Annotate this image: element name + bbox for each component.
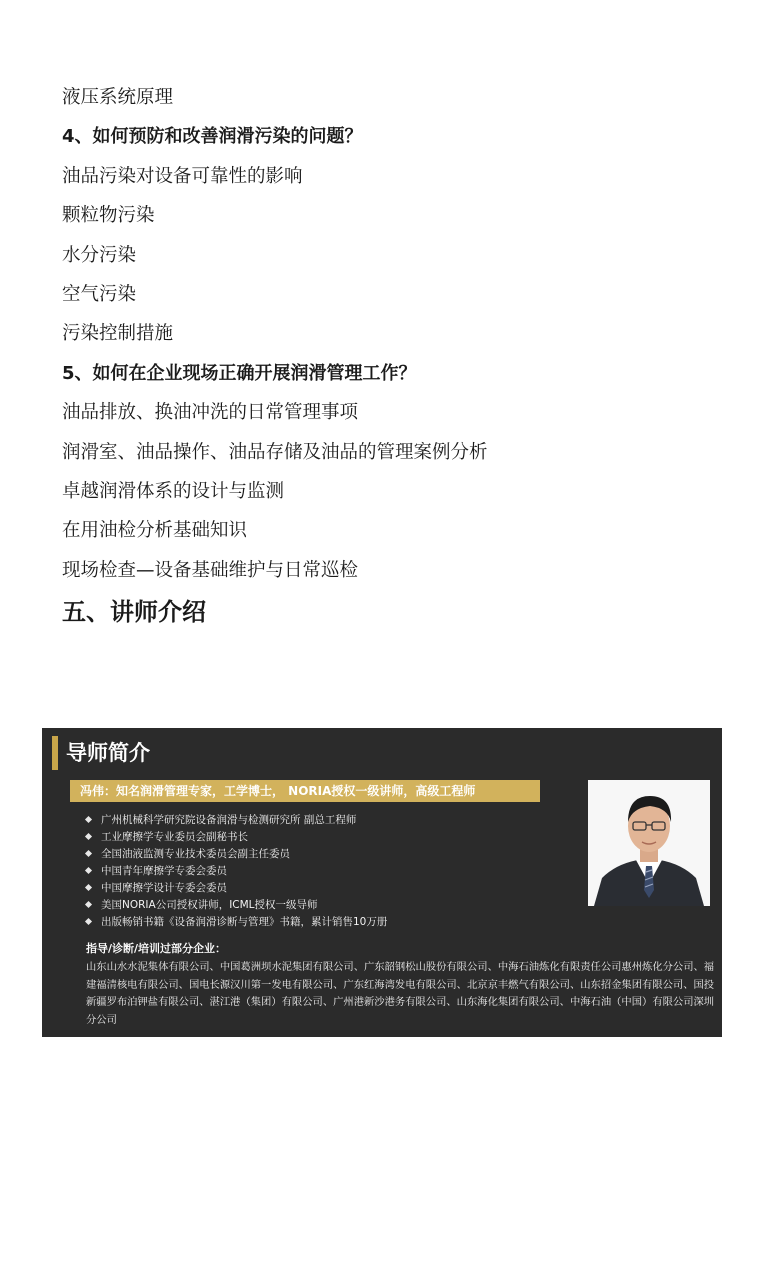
text-line: 污染控制措施 (62, 323, 174, 345)
text-line: 水分污染 (62, 244, 137, 266)
diamond-bullet-icon (85, 900, 92, 907)
text-line: 现场检查—设备基础维护与日常巡检 (62, 559, 359, 581)
credential-item: 工业摩擦学专业委员会副秘书长 (86, 829, 586, 846)
credential-item: 美国NORIA公司授权讲师，ICML授权一级导师 (86, 897, 586, 914)
diamond-bullet-icon (85, 849, 92, 856)
credential-item: 中国青年摩擦学专委会委员 (86, 863, 586, 880)
document-body (62, 78, 752, 590)
clients-label: 指导/诊断/培训过部分企业： (86, 942, 227, 955)
credential-item: 中国摩擦学设计专委会委员 (86, 880, 586, 897)
credential-item: 全国油液监测专业技术委员会副主任委员 (86, 846, 586, 863)
diamond-bullet-icon (85, 917, 92, 924)
text-line: 液压系统原理 (62, 87, 174, 108)
text-line: 卓越润滑体系的设计与监测 (62, 480, 285, 502)
clients-list: 山东山水水泥集体有限公司、中国葛洲坝水泥集团有限公司、广东韶钢松山股份有限公司、中海石油炼化有限责任公司惠州炼化分公司、福建福清核电有限公司、国电长源汉川第一发电有限公司、广东红海湾发电有限公司、北京京丰燃气有限公司、山东招金集团有限公司、国投新疆罗布泊钾盐有限公司、湛江港（集团）有限公司、广州港新沙港务有限公司、山东海化集团有限公司、中海石油（中国）有限公司深圳分公司 (86, 961, 715, 1026)
question-heading: 5、如何在企业现场正确开展润滑管理工作？ (62, 362, 417, 384)
portrait-photo (588, 780, 710, 906)
diamond-bullet-icon (85, 866, 92, 873)
text-line: 颗粒物污染 (62, 205, 155, 227)
instructor-banner: 冯伟：知名润滑管理专家，工学博士， NORIA授权一级讲师，高级工程师 (70, 780, 540, 802)
credential-item: 广州机械科学研究院设备润滑与检测研究所 副总工程师 (86, 812, 586, 829)
question-heading: 4、如何预防和改善润滑污染的问题？ (62, 126, 363, 148)
text-line: 油品污染对设备可靠性的影响 (62, 165, 303, 187)
card-title: 导师简介 (66, 741, 150, 765)
text-line: 在用油检分析基础知识 (62, 520, 248, 542)
text-line: 空气污染 (62, 283, 137, 305)
credential-list (86, 812, 586, 931)
section-title: 五、讲师介绍 (62, 598, 206, 626)
instructor-card (42, 728, 722, 1037)
title-accent-bar (52, 736, 58, 770)
portrait-icon (588, 780, 710, 906)
credential-item: 出版畅销书籍《设备润滑诊断与管理》书籍，累计销售10万册 (86, 914, 586, 931)
diamond-bullet-icon (85, 832, 92, 839)
text-line: 油品排放、换油冲洗的日常管理事项 (62, 402, 359, 424)
diamond-bullet-icon (85, 883, 92, 890)
diamond-bullet-icon (85, 815, 92, 822)
text-line: 润滑室、油品操作、油品存储及油品的管理案例分析 (62, 441, 488, 463)
